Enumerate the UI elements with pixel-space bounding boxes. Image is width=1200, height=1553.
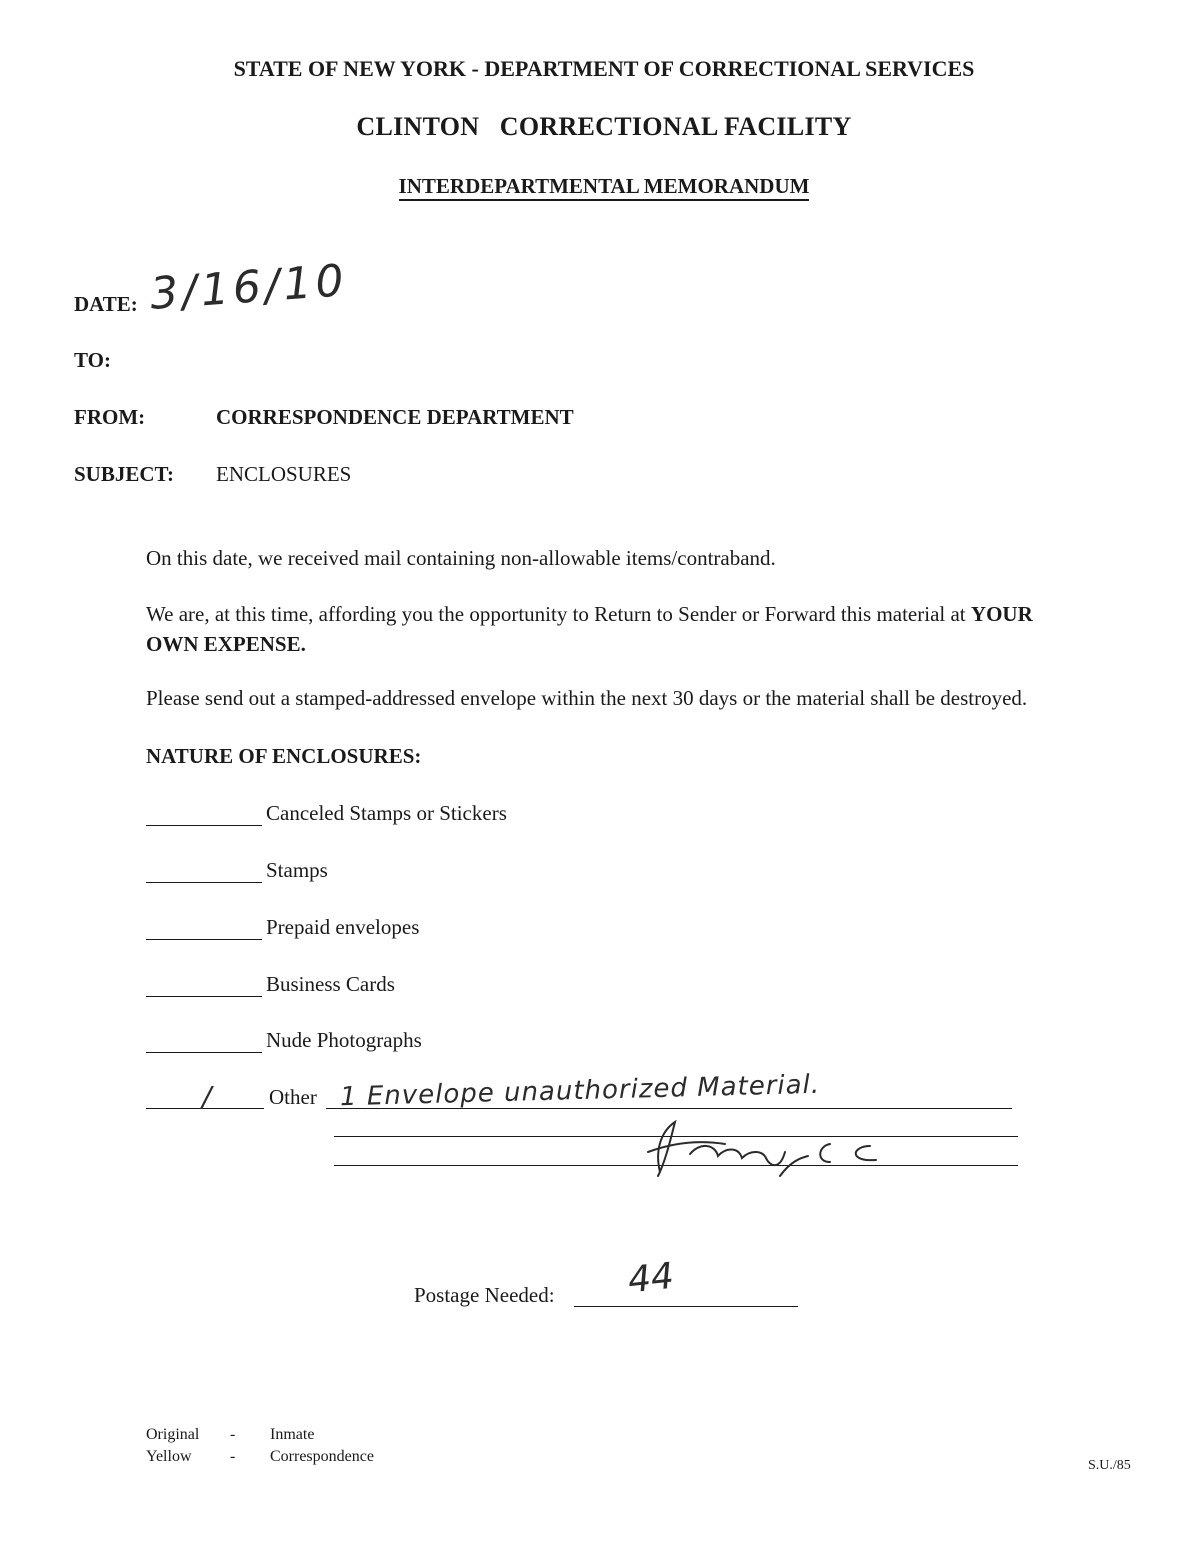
- subject-value: ENCLOSURES: [216, 462, 352, 486]
- agency-heading: STATE OF NEW YORK - DEPARTMENT OF CORRECTIONAL SERVICES: [233, 56, 975, 81]
- enclosure-item-label: Stamps: [266, 858, 328, 882]
- postage-value: 44: [625, 1255, 676, 1302]
- dist-separator: -: [230, 1448, 236, 1465]
- enclosure-item-label: Canceled Stamps or Stickers: [266, 801, 507, 825]
- enclosure-item-label: Business Cards: [266, 972, 395, 996]
- enclosure-blank[interactable]: [146, 825, 262, 826]
- dist-separator: -: [230, 1426, 236, 1443]
- dist-copy: Original: [146, 1426, 200, 1443]
- enclosures-heading: NATURE OF ENCLOSURES:: [146, 744, 422, 768]
- other-label: Other: [269, 1085, 317, 1109]
- body-paragraph-2-bold-a: YOUR: [970, 602, 1033, 626]
- other-handwritten-text: 1 Envelope unauthorized Material.: [339, 1069, 821, 1113]
- from-value: CORRESPONDENCE DEPARTMENT: [216, 405, 574, 429]
- dist-recipient: Inmate: [270, 1426, 315, 1443]
- date-label: DATE:: [74, 292, 138, 316]
- enclosure-item-label: Nude Photographs: [266, 1028, 422, 1052]
- from-label: FROM:: [74, 405, 146, 429]
- facility-heading: CLINTON CORRECTIONAL FACILITY: [356, 112, 852, 141]
- form-code: S.U./85: [1088, 1458, 1131, 1473]
- postage-line[interactable]: [574, 1306, 798, 1307]
- doc-type-text: INTERDEPARTMENTAL MEMORANDUM: [399, 174, 810, 201]
- body-paragraph-2-text: We are, at this time, affording you the opportunity to Return to Sender or Forward this material at: [146, 602, 966, 626]
- doc-type-heading: [0, 174, 1200, 199]
- enclosure-blank[interactable]: [146, 996, 262, 997]
- date-value: 3/16/10: [148, 255, 350, 320]
- body-paragraph-2-bold-b: OWN EXPENSE.: [146, 632, 306, 656]
- body-paragraph-3: Please send out a stamped-addressed envelope within the next 30 days or the material shall be destroyed.: [146, 686, 1028, 710]
- signature-mark: [630, 1112, 890, 1180]
- subject-label: SUBJECT:: [74, 462, 174, 486]
- to-label: TO:: [74, 348, 111, 372]
- enclosure-item-label: Prepaid envelopes: [266, 915, 420, 939]
- enclosure-blank[interactable]: [146, 1052, 262, 1053]
- enclosure-blank[interactable]: [146, 882, 262, 883]
- body-paragraph-2: [146, 602, 1033, 627]
- dist-recipient: Correspondence: [270, 1448, 374, 1465]
- postage-label: Postage Needed:: [414, 1283, 555, 1307]
- dist-copy: Yellow: [146, 1448, 192, 1465]
- body-paragraph-1: On this date, we received mail containing non-allowable items/contraband.: [146, 546, 776, 570]
- enclosure-blank[interactable]: [146, 939, 262, 940]
- other-mark: /: [202, 1080, 212, 1113]
